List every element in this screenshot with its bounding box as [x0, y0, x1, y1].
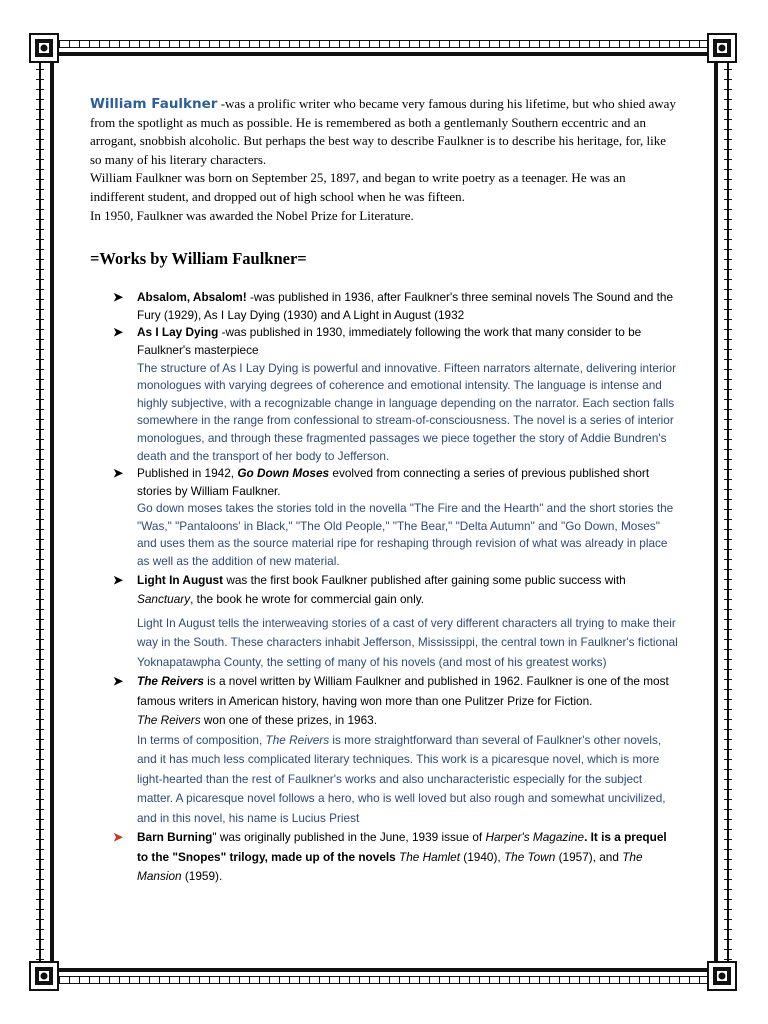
arrow-bullet-icon: ➤ — [113, 674, 124, 689]
work-description: In terms of composition, The Reivers is more straightforward than several of Faulkner's other novels, and it has much less complicated literary techniques. This work is a picaresque novel, which is more light-hearted than the rest of Faulkner's works and also uncharacteristic especially for the subject matter. A picaresque novel follows a hero, who is well loved but also rough and somewhat uncivilized, and in this novel, his name is Lucius Priest — [137, 732, 666, 825]
arrow-bullet-icon: ➤ — [113, 572, 124, 587]
corner-ornament-top-right — [708, 34, 736, 62]
birth-text: William Faulkner was born on September 25, 1897, and began to write poetry as a teenager. He was an indifferent student, and dropped out of high school when he was fifteen. — [90, 170, 626, 204]
corner-ornament-bottom-left — [30, 962, 58, 990]
arrow-bullet-icon: ➤ — [113, 325, 124, 340]
list-item: ➤ Absalom, Absalom! -was published in 1936, after Faulkner's three seminal novels The Sound and the Fury (1929), As I Lay Dying (1930) and A Light in August (1932 — [113, 290, 674, 322]
corner-ornament-top-left — [30, 34, 58, 62]
author-name: William Faulkner — [90, 96, 218, 112]
works-heading: =Works by William Faulkner= — [90, 249, 307, 269]
nobel-text: In 1950, Faulkner was awarded the Nobel Prize for Literature. — [90, 207, 414, 223]
list-item: ➤ Light In August was the first book Faulkner published after gaining some public success with Sanctuary, the book he wrote for commercial gain only. Light In August tells the interweaving stories of a cast of very different characters all trying to make their way in the South. These characters inhabit Jefferson, Mississippi, the central town in Faulkner's fictional Yoknapatawpha County, the setting of many of his novels (and most of his greatest works) — [90, 571, 680, 673]
intro-paragraph: William Faulkner -was a prolific writer who became very famous during his lifetime, but who shied away from the spotlight as much as possible. He is remembered as both a gentlemanly Southern eccentric and an arrogant, snobbish alcoholic. But perhaps the best way to describe Faulkner is to describe his heritage, for, like so many of his literary characters. William Faulkner was born on September 25, 1897, and began to write poetry as a teenager. He was an indifferent student, and dropped out of high school when he was fifteen. In 1950, Faulkner was awarded the Nobel Prize for Literature. — [90, 96, 676, 223]
arrow-bullet-icon: ➤ — [113, 466, 124, 481]
list-item: ➤ Published in 1942, Go Down Moses evolved from connecting a series of previous published short stories by William Faulkner. Go down moses takes the stories told in the novella "The Fire and the Hearth" and the short stories the "Was," "Pantaloons' in Black," "The Old People," "The Bear," "Delta Autumn" and "Go Down, Moses" and uses them as the source material ripe for reshaping through revision of what was already in place as well as the addition of new material. — [90, 465, 680, 571]
list-item: ➤ The Reivers is a novel written by William Faulkner and published in 1962. Faulkner is one of the most famous writers in American history, having won more than one Pulitzer Prize for Fiction. The Reivers won one of these prizes, in 1963. In terms of composition, The Reivers is more straightforward than several of Faulkner's other novels, and it has much less complicated literary techniques. This work is a picaresque novel, which is more light-hearted than the rest of Faulkner's works and also uncharacteristic especially for the subject matter. A picaresque novel follows a hero, who is well loved but also rough and somewhat uncivilized, and in this novel, his name is Lucius Priest — [90, 672, 680, 828]
arrow-bullet-icon: ➤ — [113, 290, 124, 305]
work-description: Go down moses takes the stories told in the novella "The Fire and the Hearth" and the short stories the "Was," "Pantaloons' in Black," "The Old People," "The Bear," "Delta Autumn" and "Go Down, Moses" and uses them as the source material ripe for reshaping through revision of what was already in place as well as the addition of new material. — [137, 501, 674, 569]
arrow-bullet-icon: ➤ — [113, 830, 124, 845]
list-item: ➤ Barn Burning" was originally published in the June, 1939 issue of Harper's Magazine. It is a prequel to the "Snopes" trilogy, made up of the novels The Hamlet (1940), The Town (1957), and The Mansion (1959). — [113, 830, 667, 884]
works-list — [90, 289, 680, 887]
corner-ornament-bottom-right — [708, 962, 736, 990]
document-body — [90, 95, 680, 887]
work-description: Light In August tells the interweaving stories of a cast of very different characters all trying to make their way in the South. These characters inhabit Jefferson, Mississippi, the central town in Faulkner's fictional Yoknapatawpha County, the setting of many of his novels (and most of his greatest works) — [137, 615, 678, 669]
list-item: ➤ As I Lay Dying -was published in 1930, immediately following the work that many consider to be Faulkner's masterpiece The structure of As I Lay Dying is powerful and innovative. Fifteen narrators alternate, delivering interior monologues with varying degrees of coherence and emotional intensity. The language is intense and highly subjective, with a recognizable change in language depending on the narrator. Each section falls somewhere in the range from confessional to stream-of-consciousness. The novel is a series of interior monologues, and through these fragmented passages we piece together the story of Addie Bundren's death and the transport of her body to Jefferson. — [90, 324, 680, 465]
work-description: The structure of As I Lay Dying is powerful and innovative. Fifteen narrators alternate, delivering interior monologues with varying degrees of coherence and emotional intensity. The language is intense and highly subjective, with a recognizable change in language depending on the narrator. Each section falls somewhere in the range from confessional to stream-of-consciousness. The novel is a series of interior monologues, and through these fragmented passages we piece together the story of Addie Bundren's death and the transport of her body to Jefferson. — [137, 360, 676, 463]
